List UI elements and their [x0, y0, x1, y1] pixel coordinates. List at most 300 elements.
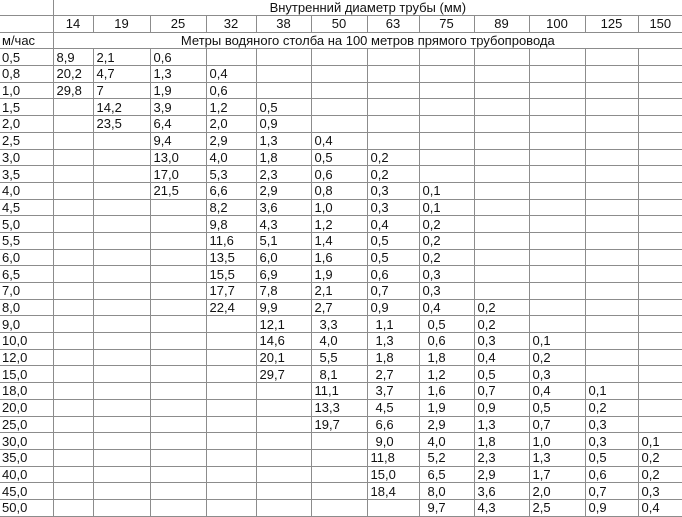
value-cell: [206, 349, 256, 366]
table-row: [0, 199, 682, 216]
flow-rate-cell: 9,0: [0, 316, 53, 333]
value-cell: [638, 249, 682, 266]
value-cell: 1,9: [150, 82, 206, 99]
value-cell: [638, 232, 682, 249]
value-cell: [150, 249, 206, 266]
value-cell: [638, 349, 682, 366]
value-cell: [474, 283, 529, 300]
value-cell: [638, 399, 682, 416]
value-cell: [474, 216, 529, 233]
value-cell: [53, 366, 93, 383]
value-cell: 6,0: [256, 249, 311, 266]
value-cell: [474, 182, 529, 199]
value-cell: 18,4: [367, 483, 419, 500]
flow-rate-cell: 20,0: [0, 399, 53, 416]
value-cell: [93, 383, 150, 400]
flow-rate-cell: 1,0: [0, 82, 53, 99]
value-cell: [93, 132, 150, 149]
value-cell: [529, 99, 585, 116]
value-cell: 4,3: [256, 216, 311, 233]
flow-rate-cell: 45,0: [0, 483, 53, 500]
table-row: [0, 416, 682, 433]
value-cell: 6,9: [256, 266, 311, 283]
value-cell: 1,3: [150, 66, 206, 83]
table-row: [0, 316, 682, 333]
flow-rate-cell: 50,0: [0, 499, 53, 516]
value-cell: 8,1: [311, 366, 367, 383]
value-cell: [150, 433, 206, 450]
value-cell: [638, 316, 682, 333]
table-row: [0, 99, 682, 116]
value-cell: 1,8: [367, 349, 419, 366]
value-cell: 0,3: [419, 283, 474, 300]
value-cell: [419, 99, 474, 116]
value-cell: 6,6: [367, 416, 419, 433]
value-cell: 0,9: [585, 499, 638, 516]
value-cell: 0,6: [150, 49, 206, 66]
value-cell: [419, 149, 474, 166]
diameter-header: 25: [150, 16, 206, 33]
value-cell: [419, 49, 474, 66]
value-cell: [53, 499, 93, 516]
table-row: [0, 466, 682, 483]
value-cell: [206, 366, 256, 383]
value-cell: [474, 99, 529, 116]
value-cell: 13,5: [206, 249, 256, 266]
flow-rate-cell: 12,0: [0, 349, 53, 366]
value-cell: [206, 383, 256, 400]
value-cell: [529, 149, 585, 166]
value-cell: 0,3: [367, 199, 419, 216]
value-cell: 22,4: [206, 299, 256, 316]
value-cell: [256, 82, 311, 99]
value-cell: 2,1: [93, 49, 150, 66]
value-cell: 9,7: [419, 499, 474, 516]
value-cell: [638, 116, 682, 133]
diameter-header: 14: [53, 16, 93, 33]
value-cell: [93, 466, 150, 483]
flow-rate-cell: 5,0: [0, 216, 53, 233]
value-cell: 0,4: [474, 349, 529, 366]
value-cell: 21,5: [150, 182, 206, 199]
value-cell: [585, 349, 638, 366]
flow-rate-cell: 40,0: [0, 466, 53, 483]
value-cell: [585, 232, 638, 249]
value-cell: 9,4: [150, 132, 206, 149]
value-cell: 0,4: [638, 499, 682, 516]
table-row: [0, 383, 682, 400]
value-cell: [53, 182, 93, 199]
value-cell: [638, 383, 682, 400]
unit-label: м/час: [0, 32, 53, 49]
value-cell: [529, 166, 585, 183]
table-row: [0, 66, 682, 83]
value-cell: [474, 232, 529, 249]
value-cell: 20,1: [256, 349, 311, 366]
value-cell: [638, 66, 682, 83]
diameter-header: 32: [206, 16, 256, 33]
value-cell: [419, 116, 474, 133]
value-cell: 5,2: [419, 449, 474, 466]
value-cell: 1,1: [367, 316, 419, 333]
value-cell: 0,2: [529, 349, 585, 366]
value-cell: 1,6: [419, 383, 474, 400]
subtitle-label: Метры водяного столба на 100 метров прямого трубопровода: [53, 32, 682, 49]
value-cell: [638, 99, 682, 116]
value-cell: [150, 316, 206, 333]
value-cell: [150, 466, 206, 483]
value-cell: [53, 232, 93, 249]
value-cell: 8,0: [419, 483, 474, 500]
value-cell: 0,3: [419, 266, 474, 283]
value-cell: 5,1: [256, 232, 311, 249]
value-cell: [150, 416, 206, 433]
value-cell: [256, 483, 311, 500]
value-cell: 2,3: [256, 166, 311, 183]
value-cell: 0,9: [367, 299, 419, 316]
value-cell: 8,2: [206, 199, 256, 216]
value-cell: 13,3: [311, 399, 367, 416]
value-cell: 1,6: [311, 249, 367, 266]
value-cell: [53, 466, 93, 483]
value-cell: 0,4: [419, 299, 474, 316]
value-cell: [367, 132, 419, 149]
value-cell: [367, 66, 419, 83]
value-cell: [311, 466, 367, 483]
table-row: [0, 399, 682, 416]
value-cell: 11,1: [311, 383, 367, 400]
value-cell: [53, 483, 93, 500]
value-cell: [53, 266, 93, 283]
value-cell: 1,8: [256, 149, 311, 166]
diameter-header: 38: [256, 16, 311, 33]
value-cell: 9,8: [206, 216, 256, 233]
value-cell: [311, 82, 367, 99]
value-cell: 12,1: [256, 316, 311, 333]
value-cell: [419, 66, 474, 83]
value-cell: 4,3: [474, 499, 529, 516]
value-cell: [93, 316, 150, 333]
value-cell: [93, 166, 150, 183]
header-corner: [0, 0, 53, 16]
value-cell: [150, 333, 206, 350]
value-cell: [585, 316, 638, 333]
value-cell: [638, 216, 682, 233]
value-cell: 0,4: [206, 66, 256, 83]
value-cell: 0,3: [585, 433, 638, 450]
value-cell: [150, 399, 206, 416]
value-cell: [638, 333, 682, 350]
value-cell: [529, 182, 585, 199]
diameter-header: 63: [367, 16, 419, 33]
value-cell: [150, 283, 206, 300]
value-cell: 0,1: [585, 383, 638, 400]
flow-rate-cell: 35,0: [0, 449, 53, 466]
value-cell: [150, 299, 206, 316]
value-cell: [93, 299, 150, 316]
value-cell: 1,8: [419, 349, 474, 366]
value-cell: 2,7: [367, 366, 419, 383]
value-cell: 0,5: [529, 399, 585, 416]
header-row-subtitle: [0, 32, 682, 49]
value-cell: [419, 132, 474, 149]
value-cell: 0,1: [419, 199, 474, 216]
value-cell: 4,0: [419, 433, 474, 450]
value-cell: [474, 66, 529, 83]
value-cell: [93, 349, 150, 366]
value-cell: [585, 49, 638, 66]
value-cell: 0,3: [474, 333, 529, 350]
value-cell: [53, 299, 93, 316]
value-cell: [206, 316, 256, 333]
flow-rate-cell: 7,0: [0, 283, 53, 300]
value-cell: [206, 416, 256, 433]
value-cell: [53, 349, 93, 366]
value-cell: 2,9: [206, 132, 256, 149]
flow-rate-cell: 15,0: [0, 366, 53, 383]
value-cell: [474, 199, 529, 216]
value-cell: 1,0: [311, 199, 367, 216]
value-cell: 0,1: [638, 433, 682, 450]
value-cell: [474, 166, 529, 183]
table-row: [0, 216, 682, 233]
value-cell: 14,2: [93, 99, 150, 116]
flow-rate-cell: 0,5: [0, 49, 53, 66]
table-row: [0, 116, 682, 133]
value-cell: [585, 99, 638, 116]
flow-rate-cell: 4,5: [0, 199, 53, 216]
value-cell: [529, 82, 585, 99]
value-cell: 0,5: [256, 99, 311, 116]
diameter-title: Внутренний диаметр трубы (мм): [53, 0, 682, 16]
value-cell: [93, 199, 150, 216]
value-cell: [367, 49, 419, 66]
value-cell: 1,9: [311, 266, 367, 283]
value-cell: 0,6: [311, 166, 367, 183]
value-cell: [638, 49, 682, 66]
value-cell: [311, 483, 367, 500]
value-cell: 3,7: [367, 383, 419, 400]
value-cell: 7: [93, 82, 150, 99]
value-cell: 17,0: [150, 166, 206, 183]
diameter-header: 125: [585, 16, 638, 33]
flow-rate-cell: 2,5: [0, 132, 53, 149]
value-cell: [585, 249, 638, 266]
value-cell: [529, 116, 585, 133]
value-cell: [256, 466, 311, 483]
value-cell: [150, 449, 206, 466]
value-cell: 2,0: [206, 116, 256, 133]
header-row-diameters: [0, 16, 682, 33]
diameter-header: 89: [474, 16, 529, 33]
value-cell: [256, 449, 311, 466]
value-cell: [311, 499, 367, 516]
value-cell: [53, 216, 93, 233]
value-cell: 0,2: [367, 166, 419, 183]
flow-rate-cell: 3,0: [0, 149, 53, 166]
value-cell: [529, 249, 585, 266]
value-cell: [93, 499, 150, 516]
flow-rate-cell: 4,0: [0, 182, 53, 199]
value-cell: [585, 82, 638, 99]
value-cell: 11,8: [367, 449, 419, 466]
table-row: [0, 149, 682, 166]
value-cell: [93, 416, 150, 433]
diameter-header: 150: [638, 16, 682, 33]
value-cell: 17,7: [206, 283, 256, 300]
value-cell: [53, 399, 93, 416]
value-cell: [93, 333, 150, 350]
value-cell: [311, 116, 367, 133]
value-cell: 0,5: [585, 449, 638, 466]
value-cell: 1,3: [529, 449, 585, 466]
value-cell: [93, 399, 150, 416]
value-cell: [53, 132, 93, 149]
value-cell: 1,2: [311, 216, 367, 233]
value-cell: 0,8: [311, 182, 367, 199]
flow-rate-cell: 3,5: [0, 166, 53, 183]
value-cell: 2,7: [311, 299, 367, 316]
value-cell: 8,9: [53, 49, 93, 66]
value-cell: [638, 266, 682, 283]
flow-rate-cell: 0,8: [0, 66, 53, 83]
value-cell: [150, 216, 206, 233]
table-row: [0, 333, 682, 350]
flow-rate-cell: 2,0: [0, 116, 53, 133]
value-cell: [256, 433, 311, 450]
value-cell: [474, 49, 529, 66]
value-cell: 1,9: [419, 399, 474, 416]
value-cell: [53, 116, 93, 133]
value-cell: 29,7: [256, 366, 311, 383]
value-cell: 14,6: [256, 333, 311, 350]
diameter-header: 75: [419, 16, 474, 33]
value-cell: [150, 483, 206, 500]
value-cell: 1,0: [529, 433, 585, 450]
value-cell: [474, 249, 529, 266]
value-cell: 3,6: [256, 199, 311, 216]
value-cell: [53, 249, 93, 266]
value-cell: [529, 283, 585, 300]
value-cell: [585, 366, 638, 383]
table-row: [0, 433, 682, 450]
value-cell: [529, 232, 585, 249]
value-cell: [53, 283, 93, 300]
table-row: [0, 166, 682, 183]
value-cell: [256, 66, 311, 83]
value-cell: [367, 116, 419, 133]
value-cell: 0,2: [474, 299, 529, 316]
value-cell: 0,2: [474, 316, 529, 333]
value-cell: 0,2: [367, 149, 419, 166]
value-cell: [53, 383, 93, 400]
value-cell: [206, 49, 256, 66]
value-cell: [53, 433, 93, 450]
value-cell: [638, 132, 682, 149]
value-cell: [638, 283, 682, 300]
value-cell: 5,3: [206, 166, 256, 183]
table-row: [0, 349, 682, 366]
value-cell: 29,8: [53, 82, 93, 99]
flow-rate-cell: 18,0: [0, 383, 53, 400]
value-cell: 0,6: [585, 466, 638, 483]
value-cell: [585, 182, 638, 199]
flow-rate-cell: 5,5: [0, 232, 53, 249]
value-cell: 0,5: [367, 249, 419, 266]
table-row: [0, 266, 682, 283]
value-cell: 0,2: [419, 216, 474, 233]
value-cell: [256, 416, 311, 433]
value-cell: [311, 66, 367, 83]
value-cell: 0,5: [367, 232, 419, 249]
value-cell: [638, 149, 682, 166]
value-cell: 0,6: [206, 82, 256, 99]
value-cell: [585, 166, 638, 183]
value-cell: 0,5: [419, 316, 474, 333]
value-cell: 9,0: [367, 433, 419, 450]
value-cell: [53, 416, 93, 433]
value-cell: [93, 449, 150, 466]
value-cell: 6,4: [150, 116, 206, 133]
value-cell: 2,5: [529, 499, 585, 516]
value-cell: 6,6: [206, 182, 256, 199]
value-cell: [256, 49, 311, 66]
value-cell: 0,2: [419, 249, 474, 266]
value-cell: 0,1: [419, 182, 474, 199]
value-cell: [93, 266, 150, 283]
value-cell: [585, 216, 638, 233]
value-cell: 2,9: [419, 416, 474, 433]
value-cell: [311, 99, 367, 116]
value-cell: 3,3: [311, 316, 367, 333]
value-cell: [529, 199, 585, 216]
table-row: [0, 449, 682, 466]
value-cell: 6,5: [419, 466, 474, 483]
value-cell: [529, 299, 585, 316]
value-cell: 15,0: [367, 466, 419, 483]
flow-rate-cell: 6,5: [0, 266, 53, 283]
value-cell: [311, 433, 367, 450]
value-cell: [206, 483, 256, 500]
table-row: [0, 132, 682, 149]
value-cell: 3,6: [474, 483, 529, 500]
value-cell: 11,6: [206, 232, 256, 249]
value-cell: 1,2: [419, 366, 474, 383]
value-cell: 19,7: [311, 416, 367, 433]
header-row-title: [0, 0, 682, 16]
value-cell: [638, 82, 682, 99]
value-cell: [256, 383, 311, 400]
value-cell: [585, 116, 638, 133]
value-cell: [150, 266, 206, 283]
value-cell: 23,5: [93, 116, 150, 133]
value-cell: [367, 99, 419, 116]
flow-rate-cell: 25,0: [0, 416, 53, 433]
value-cell: [93, 433, 150, 450]
value-cell: [638, 366, 682, 383]
value-cell: 1,4: [311, 232, 367, 249]
value-cell: [474, 266, 529, 283]
value-cell: [93, 366, 150, 383]
value-cell: [585, 283, 638, 300]
value-cell: [93, 483, 150, 500]
value-cell: 1,7: [529, 466, 585, 483]
value-cell: 0,7: [585, 483, 638, 500]
value-cell: 0,3: [585, 416, 638, 433]
flow-rate-cell: 30,0: [0, 433, 53, 450]
value-cell: [150, 199, 206, 216]
value-cell: [93, 232, 150, 249]
